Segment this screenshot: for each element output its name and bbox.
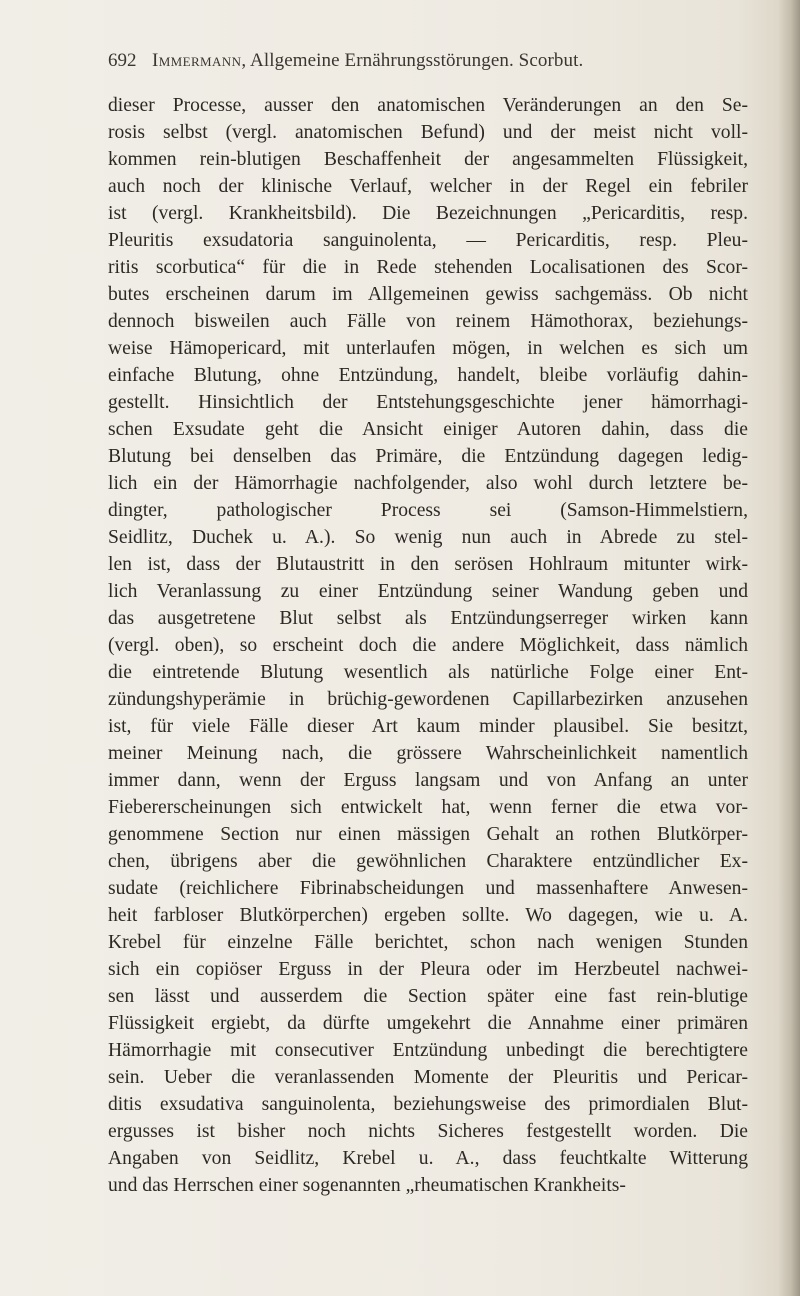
text-line: dingter, pathologischer Process sei (Samson-Himmelstiern, (108, 500, 748, 521)
text-line: lich ein der Hämorrhagie nachfolgender, also wohl durch letztere be- (108, 473, 748, 494)
text-line: butes erscheinen darum im Allgemeinen gewiss sachgemäss. Ob nicht (108, 284, 748, 305)
body-text (108, 92, 748, 1199)
text-line: dieser Processe, ausser den anatomischen Veränderungen an den Se- (108, 95, 748, 116)
text-line: sudate (reichlichere Fibrinabscheidungen und massenhaftere Anwesen- (108, 878, 748, 899)
text-line: heit farbloser Blutkörperchen) ergeben sollte. Wo dagegen, wie u. A. (108, 905, 748, 926)
text-line: Pleuritis exsudatoria sanguinolenta, — Pericarditis, resp. Pleu- (108, 230, 748, 251)
text-line: weise Hämopericard, mit unterlaufen mögen, in welchen es sich um (108, 338, 748, 359)
page-header (108, 50, 748, 78)
text-line: zündungshyperämie in brüchig-gewordenen Capillarbezirken anzusehen (108, 689, 748, 710)
running-head-author: Immermann (152, 50, 242, 71)
text-line: (vergl. oben), so erscheint doch die andere Möglichkeit, dass nämlich (108, 635, 748, 656)
text-line: Krebel für einzelne Fälle berichtet, schon nach wenigen Stunden (108, 932, 748, 953)
text-line: kommen rein-blutigen Beschaffenheit der angesammelten Flüssigkeit, (108, 149, 748, 170)
text-line: rosis selbst (vergl. anatomischen Befund) und der meist nicht voll- (108, 122, 748, 143)
text-line: und das Herrschen einer sogenannten „rheumatischen Krankheits- (108, 1175, 626, 1196)
text-line: Fiebererscheinungen sich entwickelt hat, wenn ferner die etwa vor- (108, 797, 748, 818)
text-line: schen Exsudate geht die Ansicht einiger Autoren dahin, dass die (108, 419, 748, 440)
text-line: ist (vergl. Krankheitsbild). Die Bezeichnungen „Pericarditis, resp. (108, 203, 748, 224)
text-line: ritis scorbutica“ für die in Rede stehenden Localisationen des Scor- (108, 257, 748, 278)
text-line: len ist, dass der Blutaustritt in den serösen Hohlraum mitunter wirk- (108, 554, 748, 575)
page-number: 692 (108, 50, 137, 71)
text-line: ist, für viele Fälle dieser Art kaum minder plausibel. Sie besitzt, (108, 716, 748, 737)
text-line: ditis exsudativa sanguinolenta, beziehungsweise des primordialen Blut- (108, 1094, 748, 1115)
text-line: Flüssigkeit ergiebt, da dürfte umgekehrt die Annahme einer primären (108, 1013, 748, 1034)
text-line: dennoch bisweilen auch Fälle von reinem Hämothorax, beziehungs- (108, 311, 748, 332)
text-line: das ausgetretene Blut selbst als Entzündungserreger wirken kann (108, 608, 748, 629)
running-head (152, 50, 583, 72)
text-line: immer dann, wenn der Erguss langsam und von Anfang an unter (108, 770, 748, 791)
text-line: Hämorrhagie mit consecutiver Entzündung unbedingt die berechtigtere (108, 1040, 748, 1061)
text-line: Blutung bei denselben das Primäre, die Entzündung dagegen ledig- (108, 446, 748, 467)
text-line: lich Veranlassung zu einer Entzündung seiner Wandung geben und (108, 581, 748, 602)
text-line: sich ein copiöser Erguss in der Pleura oder im Herzbeutel nachwei- (108, 959, 748, 980)
page-edge-shadow (778, 0, 800, 1296)
text-line: gestellt. Hinsichtlich der Entstehungsgeschichte jener hämorrhagi- (108, 392, 748, 413)
text-line: Seidlitz, Duchek u. A.). So wenig nun auch in Abrede zu stel- (108, 527, 748, 548)
running-head-title: , Allgemeine Ernährungsstörungen. Scorbut. (241, 50, 584, 71)
text-line: ergusses ist bisher noch nichts Sicheres festgestellt worden. Die (108, 1121, 748, 1142)
text-line: einfache Blutung, ohne Entzündung, handelt, bleibe vorläufig dahin- (108, 365, 748, 386)
text-line: sein. Ueber die veranlassenden Momente der Pleuritis und Pericar- (108, 1067, 748, 1088)
text-line: Angaben von Seidlitz, Krebel u. A., dass feuchtkalte Witterung (108, 1148, 748, 1169)
text-line: meiner Meinung nach, die grössere Wahrscheinlichkeit namentlich (108, 743, 748, 764)
text-line: die eintretende Blutung wesentlich als natürliche Folge einer Ent- (108, 662, 748, 683)
text-line: chen, übrigens aber die gewöhnlichen Charaktere entzündlicher Ex- (108, 851, 748, 872)
text-line: genommene Section nur einen mässigen Gehalt an rothen Blutkörper- (108, 824, 748, 845)
text-line: auch noch der klinische Verlauf, welcher in der Regel ein febriler (108, 176, 748, 197)
text-line: sen lässt und ausserdem die Section später eine fast rein-blutige (108, 986, 748, 1007)
